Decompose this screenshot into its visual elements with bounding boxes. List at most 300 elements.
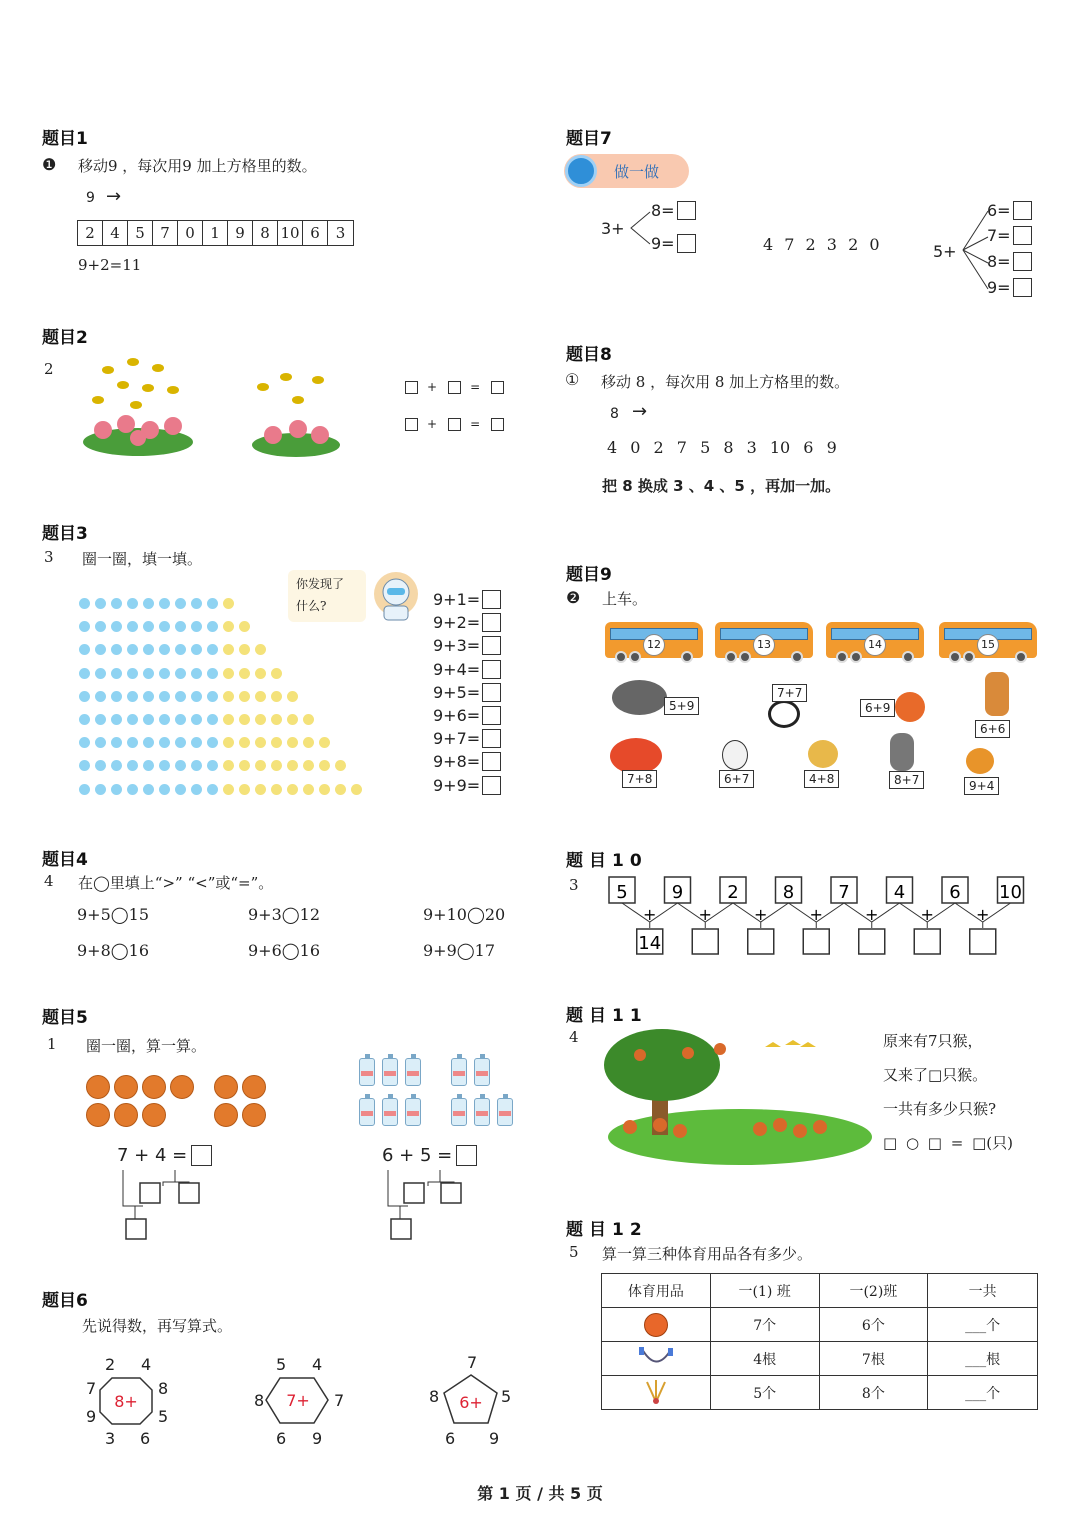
blue-dot [159, 668, 170, 679]
q7-right-eq-1: 6= [987, 201, 1032, 220]
yellow-dot [239, 760, 250, 771]
q10-answer-box[interactable] [914, 929, 940, 954]
q4-item-1[interactable]: 9+5◯15 [77, 905, 150, 924]
bus-14: 14 [826, 622, 924, 658]
blue-dot [191, 621, 202, 632]
yellow-dot [223, 691, 234, 702]
answer-box[interactable] [482, 683, 501, 702]
q7-left-branch [628, 208, 652, 248]
q5-num: 1 [47, 1035, 57, 1053]
hexagon-center: 7+ [286, 1391, 310, 1410]
header-class-2: 一(2)班 [819, 1274, 928, 1308]
answer-box[interactable] [1013, 226, 1032, 245]
water-bottle-icon [359, 1058, 375, 1086]
q12-instruction: 算一算三种体育用品各有多少。 [602, 1245, 813, 1263]
answer-box[interactable] [482, 590, 501, 609]
blue-dot [175, 714, 186, 725]
hexagon-diagram [250, 1350, 350, 1450]
dot-row [79, 685, 367, 708]
blue-dot [127, 621, 138, 632]
blue-dot [127, 691, 138, 702]
oct-num: 4 [141, 1355, 152, 1374]
q10-plus: + [698, 905, 712, 924]
q10-answer-box[interactable] [803, 929, 829, 954]
q3-equation: 9+3= [433, 634, 501, 657]
dot-row [79, 731, 367, 754]
blue-dot [175, 784, 186, 795]
blue-dot [143, 621, 154, 632]
q7-right-branch [960, 205, 990, 295]
tag-cat: 4+8 [804, 770, 839, 788]
yellow-dot [255, 691, 266, 702]
oct-num: 6 [140, 1429, 151, 1448]
goose-icon [722, 740, 748, 770]
table-answer-cell[interactable]: ___个 [928, 1308, 1038, 1342]
q5-equation-right: 6 + 5 = [382, 1145, 477, 1166]
answer-box[interactable] [482, 660, 501, 679]
answer-box[interactable] [482, 729, 501, 748]
blue-dot [127, 644, 138, 655]
table-cell: 4根 [710, 1342, 819, 1376]
answer-box[interactable] [491, 381, 504, 394]
elephant-icon [612, 680, 667, 715]
basketball-icon [114, 1103, 138, 1127]
q4-item-3[interactable]: 9+10◯20 [423, 905, 506, 924]
q10-addition-chain [600, 872, 1030, 960]
answer-box[interactable] [456, 1145, 477, 1166]
q1-cell: 2 [78, 221, 103, 245]
bees-flowers-illustration-1 [78, 350, 198, 460]
blue-dot [191, 784, 202, 795]
q10-answer-box[interactable] [692, 929, 718, 954]
bus-13: 13 [715, 622, 813, 658]
yellow-dot [303, 760, 314, 771]
tag-tiger: 9+4 [964, 777, 999, 795]
yellow-dot [255, 668, 266, 679]
pentagon-center: 6+ [459, 1393, 483, 1412]
q10-answer-box[interactable] [859, 929, 885, 954]
answer-box[interactable] [482, 636, 501, 655]
yellow-dot [255, 644, 266, 655]
yellow-dot [223, 784, 234, 795]
pentagon-diagram [425, 1350, 525, 1450]
blue-dot [191, 691, 202, 702]
answer-box[interactable] [191, 1145, 212, 1166]
yellow-dot [255, 784, 266, 795]
yellow-dot [239, 737, 250, 748]
oct-num: 8 [158, 1379, 169, 1398]
blue-dot [159, 691, 170, 702]
table-row [602, 1376, 1038, 1410]
q1-title: 题目1 [42, 129, 88, 149]
octagon-center: 8+ [114, 1392, 138, 1411]
dot-row [79, 592, 367, 615]
monkey-icon [895, 692, 925, 722]
blue-dot [79, 714, 90, 725]
blue-dot [95, 760, 106, 771]
answer-box[interactable] [482, 613, 501, 632]
hex-num: 5 [276, 1355, 287, 1374]
yellow-dot [239, 691, 250, 702]
yellow-dot [239, 784, 250, 795]
yellow-dot [271, 691, 282, 702]
blue-dot [111, 691, 122, 702]
blue-dot [143, 598, 154, 609]
q1-cell: 8 [253, 221, 278, 245]
blue-dot [111, 668, 122, 679]
blue-dot [79, 668, 90, 679]
blue-dot [159, 714, 170, 725]
jump-rope-icon [602, 1342, 711, 1376]
blue-dot [143, 760, 154, 771]
blue-dot [143, 737, 154, 748]
yellow-dot [255, 714, 266, 725]
blue-dot [79, 760, 90, 771]
blue-dot [191, 714, 202, 725]
blue-dot [159, 760, 170, 771]
q5-equation-left: 7 + 4 = [117, 1145, 212, 1166]
bubble-line-2: 什么? [296, 599, 327, 613]
yellow-dot [239, 621, 250, 632]
q1-marker: ❶ [42, 155, 57, 174]
tag-squirrel: 7+8 [622, 770, 657, 788]
yellow-dot [319, 784, 330, 795]
q10-answer-box[interactable] [748, 929, 774, 954]
yellow-dot [271, 760, 282, 771]
yellow-dot [223, 714, 234, 725]
q3-equation: 9+8= [433, 750, 501, 773]
answer-box[interactable] [482, 706, 501, 725]
q10-top-number: 10 [999, 882, 1022, 903]
yellow-dot [223, 737, 234, 748]
q8-swap-instruction: 把 8 换成 3 、4 、5 ，再加一加。 [602, 477, 841, 495]
q1-cell: 4 [103, 221, 128, 245]
blue-dot [191, 644, 202, 655]
q10-top-number: 9 [671, 882, 684, 903]
basketball-icon [86, 1075, 110, 1099]
q1-cell: 5 [128, 221, 153, 245]
water-bottle-icon [451, 1098, 467, 1126]
dot-grid [79, 592, 367, 801]
blue-dot [95, 644, 106, 655]
blue-dot [175, 737, 186, 748]
q9-instruction: 上车。 [602, 590, 648, 608]
q10-first-answer: 14 [638, 933, 662, 954]
q7-right-eq-2: 7= [987, 226, 1032, 245]
oct-num: 2 [105, 1355, 116, 1374]
basketball-icon [86, 1103, 110, 1127]
blue-dot [127, 784, 138, 795]
q4-num: 4 [44, 872, 54, 890]
q9-title: 题目9 [566, 565, 612, 585]
q5-split-diagram-right [380, 1168, 480, 1243]
shuttlecock-icon [602, 1376, 711, 1410]
answer-box[interactable] [482, 752, 501, 771]
yellow-dot [223, 644, 234, 655]
q4-item-4[interactable]: 9+8◯16 [77, 941, 150, 960]
q10-plus: + [865, 905, 879, 924]
yellow-dot [239, 644, 250, 655]
q1-cell: 7 [153, 221, 178, 245]
q3-equation: 9+6= [433, 704, 501, 727]
blue-dot [111, 714, 122, 725]
pent-num: 8 [429, 1387, 440, 1406]
yellow-dot [287, 760, 298, 771]
q10-top-number: 7 [838, 882, 850, 903]
monkeys-tree-illustration [600, 1025, 872, 1167]
basketball-icon [170, 1075, 194, 1099]
table-cell: 7个 [710, 1308, 819, 1342]
blue-dot [191, 760, 202, 771]
dot-row [79, 662, 367, 685]
yellow-dot [319, 760, 330, 771]
water-bottle-icon [405, 1098, 421, 1126]
bubble-line-1: 你发现了 [296, 577, 345, 591]
blue-dot [127, 714, 138, 725]
q8-eight: 8 [610, 406, 619, 422]
blue-dot [159, 621, 170, 632]
oct-num: 3 [105, 1429, 116, 1448]
q8-arrow: → [632, 401, 648, 422]
basketball-icon [214, 1103, 238, 1127]
q1-nine: 9 [86, 190, 95, 206]
q3-equation: 9+4= [433, 658, 501, 681]
blue-dot [95, 737, 106, 748]
blue-dot [127, 668, 138, 679]
basketball-icon [242, 1075, 266, 1099]
yellow-dot [287, 737, 298, 748]
q11-line-3: 一共有多少只猴? [883, 1100, 997, 1118]
blue-dot [95, 668, 106, 679]
blue-dot [143, 784, 154, 795]
blue-dot [175, 760, 186, 771]
hex-num: 7 [334, 1391, 345, 1410]
blue-dot [207, 760, 218, 771]
blue-dot [95, 621, 106, 632]
pent-num: 6 [445, 1429, 456, 1448]
yellow-dot [351, 784, 362, 795]
yellow-dot [287, 784, 298, 795]
yellow-dot [239, 668, 250, 679]
q10-top-number: 8 [782, 882, 795, 903]
basketball-icon [214, 1075, 238, 1099]
hex-num: 9 [312, 1429, 323, 1448]
q10-num: 3 [569, 876, 579, 894]
dot-row [79, 778, 367, 801]
q3-equation: 9+9= [433, 774, 501, 797]
q5-instruction: 圈一圈，算一算。 [86, 1037, 207, 1055]
yellow-dot [335, 760, 346, 771]
answer-box[interactable] [491, 418, 504, 431]
q3-equation: 9+5= [433, 681, 501, 704]
panda-icon [768, 700, 800, 728]
answer-box[interactable] [448, 418, 461, 431]
bus-15: 15 [939, 622, 1037, 658]
basketball-icon [142, 1075, 166, 1099]
answer-box[interactable] [448, 381, 461, 394]
answer-box[interactable] [405, 418, 418, 431]
water-bottle-icon [451, 1058, 467, 1086]
blue-dot [207, 691, 218, 702]
answer-box[interactable] [405, 381, 418, 394]
dot-row [79, 615, 367, 638]
q4-item-5[interactable]: 9+6◯16 [248, 941, 321, 960]
blue-dot [79, 644, 90, 655]
pent-num: 9 [489, 1429, 500, 1448]
q11-line-2: 又来了□只猴。 [883, 1066, 988, 1084]
blue-dot [127, 598, 138, 609]
q11-line-1: 原来有7只猴， [883, 1032, 983, 1050]
q1-cell: 1 [203, 221, 228, 245]
oct-num: 9 [86, 1407, 97, 1426]
q2-num: 2 [44, 360, 54, 378]
deer-icon [985, 672, 1009, 716]
q5-split-diagram-left [115, 1168, 215, 1243]
table-row [602, 1308, 1038, 1342]
answer-box[interactable] [482, 776, 501, 795]
page-footer: 第 1 页 / 共 5 页 [477, 1484, 603, 1503]
header-item: 体育用品 [602, 1274, 711, 1308]
tag-rabbit: 8+7 [889, 771, 924, 789]
blue-dot [175, 598, 186, 609]
table-answer-cell[interactable]: ___根 [928, 1342, 1038, 1376]
blue-dot [175, 644, 186, 655]
q1-cell: 9 [228, 221, 253, 245]
basketball-icon [114, 1075, 138, 1099]
yellow-dot [255, 760, 266, 771]
water-bottle-icon [474, 1098, 490, 1126]
q4-title: 题目4 [42, 850, 88, 870]
q1-instruction: 移动9 ，每次用9 加上方格里的数。 [78, 157, 317, 175]
blue-dot [95, 714, 106, 725]
table-header-row [602, 1274, 1038, 1308]
blue-dot [159, 598, 170, 609]
q6-title: 题目6 [42, 1291, 88, 1311]
tag-deer: 6+6 [975, 720, 1010, 738]
q12-title: 题目12 [566, 1220, 648, 1240]
blue-dot [159, 784, 170, 795]
q7-left-prefix: 3+ [601, 219, 625, 238]
answer-box[interactable] [677, 201, 696, 220]
yellow-dot [223, 598, 234, 609]
yellow-dot [255, 737, 266, 748]
yellow-dot [319, 737, 330, 748]
q3-equations [433, 588, 501, 797]
q11-equation[interactable]: □ ○ □ = □(只) [883, 1134, 1013, 1152]
yellow-dot [303, 784, 314, 795]
q1-arrow: → [106, 186, 122, 207]
cat-icon [808, 740, 838, 768]
q10-plus: + [920, 905, 934, 924]
table-answer-cell[interactable]: ___个 [928, 1376, 1038, 1410]
table-cell: 7根 [819, 1342, 928, 1376]
q6-instruction: 先说得数，再写算式。 [82, 1317, 233, 1335]
blue-dot [159, 737, 170, 748]
blue-dot [111, 784, 122, 795]
answer-box[interactable] [1013, 201, 1032, 220]
yellow-dot [223, 760, 234, 771]
oct-num: 7 [86, 1379, 97, 1398]
squirrel-icon [610, 738, 662, 774]
q11-num: 4 [569, 1028, 579, 1046]
basketball-icon [242, 1103, 266, 1127]
yellow-dot [271, 737, 282, 748]
q8-marker: ① [565, 370, 580, 389]
blue-dot [143, 691, 154, 702]
q1-cell: 10 [278, 221, 303, 245]
blue-dot [111, 598, 122, 609]
q10-top-number: 4 [893, 882, 906, 903]
blue-dot [111, 760, 122, 771]
do-it-icon [565, 155, 597, 187]
blue-dot [111, 621, 122, 632]
q10-answer-box[interactable] [970, 929, 996, 954]
table-cell: 5个 [710, 1376, 819, 1410]
blue-dot [159, 644, 170, 655]
q2-title: 题目2 [42, 328, 88, 348]
q1-cell: 3 [335, 224, 346, 242]
q10-plus: + [643, 905, 657, 924]
q3-num: 3 [44, 548, 54, 566]
water-bottle-icon [405, 1058, 421, 1086]
yellow-dot [287, 714, 298, 725]
blue-dot [207, 714, 218, 725]
hex-num: 4 [312, 1355, 323, 1374]
q7-left-eq-2: 9= [651, 234, 696, 253]
tag-monkey: 6+9 [860, 699, 895, 717]
answer-box[interactable] [677, 234, 696, 253]
blue-dot [207, 737, 218, 748]
rabbit-icon [890, 733, 914, 771]
tag-elephant: 5+9 [664, 697, 699, 715]
blue-dot [175, 668, 186, 679]
q7-title: 题目7 [566, 129, 612, 149]
blue-dot [143, 714, 154, 725]
blue-dot [127, 737, 138, 748]
hex-num: 8 [254, 1391, 265, 1410]
water-bottle-icon [382, 1058, 398, 1086]
robot-icon [368, 570, 424, 622]
answer-box[interactable] [1013, 278, 1032, 297]
yellow-dot [287, 691, 298, 702]
tag-goose: 6+7 [719, 770, 754, 788]
table-cell: 6个 [819, 1308, 928, 1342]
q10-top-number: 6 [949, 882, 961, 903]
blue-dot [207, 784, 218, 795]
q7-right-prefix: 5+ [933, 242, 957, 261]
q10-title: 题目10 [566, 851, 648, 871]
blue-dot [79, 598, 90, 609]
q4-item-6[interactable]: 9+9◯17 [423, 941, 496, 960]
q4-item-2[interactable]: 9+3◯12 [248, 905, 321, 924]
pent-num: 7 [467, 1353, 478, 1372]
q8-title: 题目8 [566, 345, 612, 365]
dot-row [79, 638, 367, 661]
yellow-dot [303, 714, 314, 725]
hex-num: 6 [276, 1429, 287, 1448]
blue-dot [191, 668, 202, 679]
answer-box[interactable] [1013, 252, 1032, 271]
blue-dot [95, 598, 106, 609]
oct-num: 5 [158, 1407, 169, 1426]
do-it-button[interactable] [564, 154, 689, 188]
q4-instruction: 在◯里填上“>” “<”或“=”。 [78, 874, 274, 892]
q10-top-number: 5 [616, 882, 628, 903]
q3-title: 题目3 [42, 524, 88, 544]
q5-title: 题目5 [42, 1008, 88, 1028]
blue-dot [207, 621, 218, 632]
blue-dot [175, 621, 186, 632]
